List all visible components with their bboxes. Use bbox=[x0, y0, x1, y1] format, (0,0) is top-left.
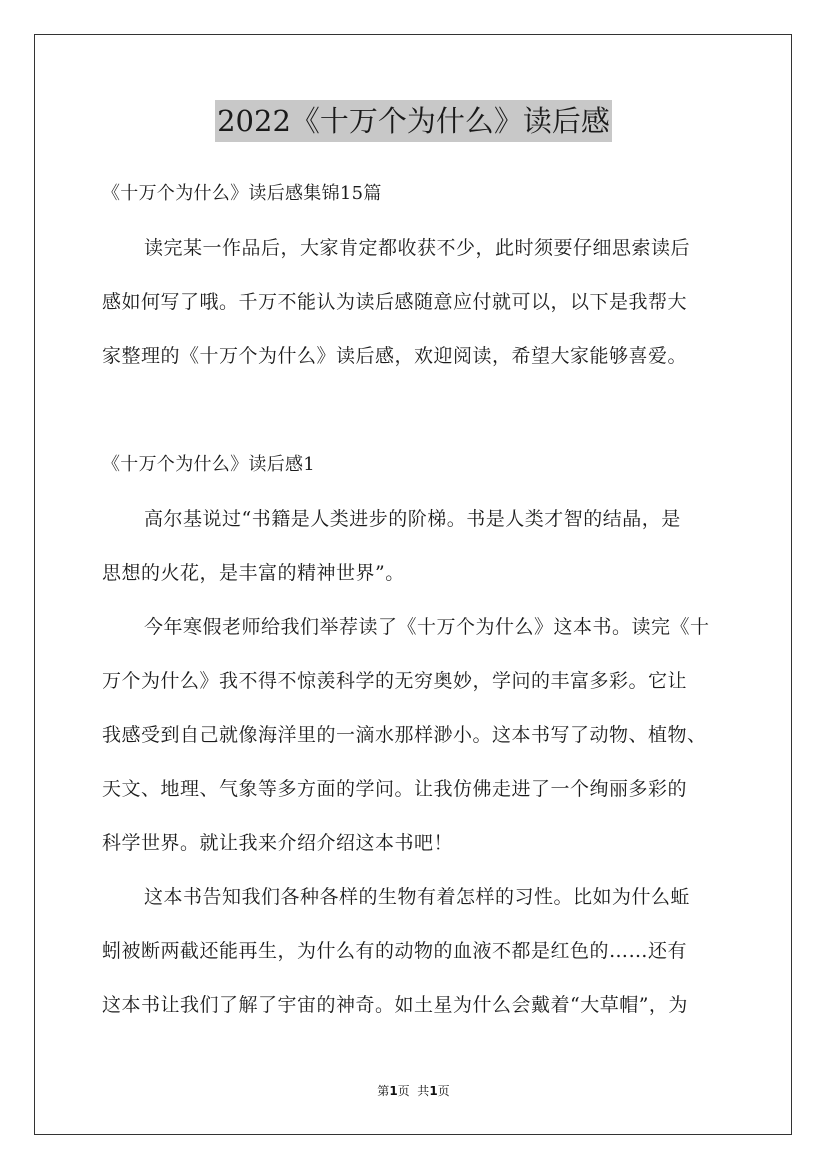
document-subtitle: 《十万个为什么》读后感集锦15篇 bbox=[102, 183, 382, 204]
footer-page-total: 1 bbox=[429, 1084, 438, 1098]
document-title-text: 2022《十万个为什么》读后感 bbox=[215, 100, 612, 142]
footer-page-prefix: 第 bbox=[377, 1084, 390, 1098]
para2-line-4: 天文、地理、气象等多方面的学问。让我仿佛走进了一个绚丽多彩的 bbox=[102, 778, 688, 800]
para2-line-3: 我感受到自己就像海洋里的一滴水那样渺小。这本书写了动物、植物、 bbox=[102, 724, 707, 746]
para3-line-1: 这本书告知我们各种各样的生物有着怎样的习性。比如为什么蚯 bbox=[144, 886, 691, 908]
para3-line-2: 蚓被断两截还能再生，为什么有的动物的血液不都是红色的……还有 bbox=[102, 940, 688, 962]
para3-line-3: 这本书让我们了解了宇宙的神奇。如土星为什么会戴着“大草帽”，为 bbox=[102, 994, 688, 1016]
section-heading: 《十万个为什么》读后感1 bbox=[102, 454, 316, 475]
para2-line-1: 今年寒假老师给我们举荐读了《十万个为什么》这本书。读完《十 bbox=[144, 616, 710, 638]
intro-line-2: 感如何写了哦。千万不能认为读后感随意应付就可以，以下是我帮大 bbox=[102, 291, 688, 313]
para2-line-5: 科学世界。就让我来介绍介绍这本书吧！ bbox=[102, 832, 454, 854]
para1-line-2: 思想的火花，是丰富的精神世界”。 bbox=[102, 562, 405, 584]
intro-line-1: 读完某一作品后，大家肯定都收获不少，此时须要仔细思索读后 bbox=[144, 237, 691, 259]
intro-line-3: 家整理的《十万个为什么》读后感，欢迎阅读，希望大家能够喜爱。 bbox=[102, 345, 688, 367]
para1-line-1: 高尔基说过“书籍是人类进步的阶梯。书是人类才智的结晶，是 bbox=[144, 508, 681, 530]
footer-page-mid: 页 共 bbox=[397, 1084, 430, 1098]
document-title bbox=[0, 100, 827, 142]
page-footer bbox=[0, 1082, 827, 1099]
para2-line-2: 万个为什么》我不得不惊羡科学的无穷奥妙，学问的丰富多彩。它让 bbox=[102, 670, 688, 692]
footer-page-suffix: 页 bbox=[437, 1084, 450, 1098]
footer-page-current: 1 bbox=[389, 1084, 398, 1098]
